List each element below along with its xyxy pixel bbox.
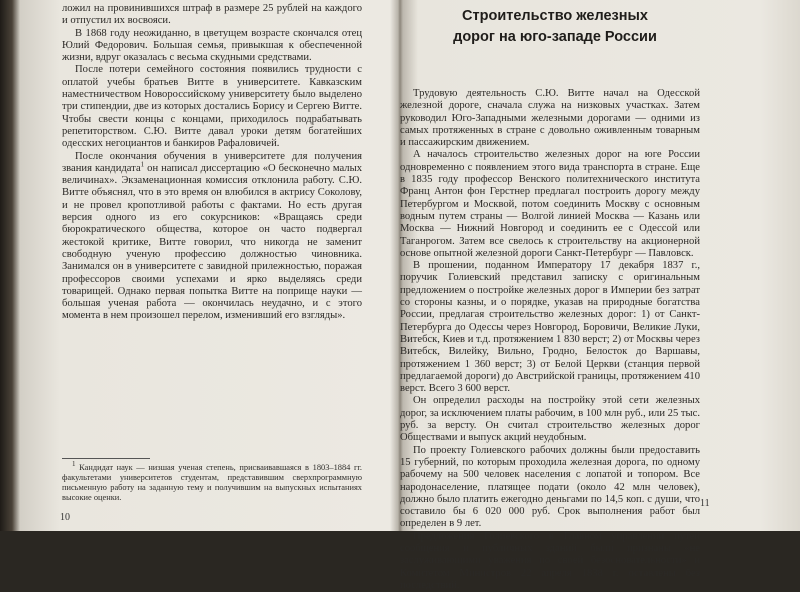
left-page	[52, 0, 366, 531]
right-paragraph-5: По проекту Голиевского рабочих должны были предоставить 15 губерний, по которым проходила железная дорога, по одному рабочему на 500 человек населения с лопатой и топором. Все народонаселение, платящее подати (около 42 млн человек), должно было платить ежегодно деньгами по 14,5 коп. с души, что составило бы 6 020 000 руб. Срок выполнения работ был определен в 9 лет.	[400, 444, 700, 530]
right-paragraph-4: Он определил расходы на постройку этой сети железных дорог, за исключением платы рабочим, в 100 млн руб., или 25 тыс. руб. за версту. Он считал строительство железных дорог Обществами и выпуск акций неудобным.	[400, 395, 700, 444]
left-paragraph-4	[62, 151, 362, 323]
footnote	[62, 460, 363, 503]
thumb-shadow	[0, 0, 20, 531]
footnote-marker: 1	[140, 160, 145, 169]
right-paragraph-2: А началось строительство железных дорог на юге России одновременно с появлением этого вида транспорта в стране. Еще в 1835 году профессор Венского политехнического института Франц Антон фон Герстнер предлагал построить дорогу между Петербургом и Москвой, потом соединить Москву с основным водным путем страны — Волгой линией Москва — Казань или Москва — Нижний Новгород и соединить ее с Одессой или Таганрогом. Затем все свелось к строительству на акционерной основе опытной железной дороги Санкт-Петербург — Павловск.	[400, 149, 700, 259]
right-paragraph-1: Трудовую деятельность С.Ю. Витте начал на Одесской железной дороге, сначала служа на низковых участках. Затем руководил Юго-Западными железными дорогами — одними из самых протяженных в стране с довольно оживленным товарным и пассажирским движением.	[400, 88, 700, 149]
left-paragraph-2: В 1868 году неожиданно, в цветущем возрасте скончался отец Юлий Федорович. Большая семья, привыкшая к обеспеченной жизни, вдруг оказалась с весьма скудными средствами.	[62, 27, 362, 64]
left-page-body	[62, 3, 362, 323]
left-paragraph-1: ложил на провинившихся штраф в размере 25 рублей на каждого и отпустил их восвояси.	[62, 3, 362, 27]
right-page-number: 11	[700, 498, 710, 509]
left-paragraph-4-rest: он написал диссертацию «О бесконечно малых величинах». Экзаменационная комиссия отклонила работу. С.Ю. Витте объяснял, что в это время он влюбился в актрису Соколову, и не провел кропотливой работы с фактами. Но есть другая версия одного из его сокурсников: «Вращаясь среди бюрократического общества, которое он часто подвергал жестокой критике, Витте говорил, что никогда не заменит свободную ученую профессию должностью чиновника. Занимался он в университете с завидной прилежностью, поражая профессоров своими успехами и ярко выделяясь среди товарищей. Однако первая попытка Витте на поприще науки — большая ученая работа — окончилась неудачно, и с этого момента в нем произошел перелом, изменивший его взгляды».	[62, 162, 362, 322]
footnote-body: Кандидат наук — низшая ученая степень, присваивавшаяся в 1803–1884 гг. факультетами университетов студентам, представившим сверхпрограммную письменную работу на заданную тему и получившим на выпускных испытаниях высокие оценки.	[62, 463, 363, 502]
footnote-number: 1	[72, 460, 76, 469]
right-page-body	[400, 88, 700, 592]
left-page-number: 10	[60, 512, 70, 523]
right-page	[400, 0, 740, 591]
left-paragraph-3: После потери семейного состояния появились трудности с оплатой учебы братьев Витте в университете. Кавказским наместничеством Новороссийскому университету было выделено три стипендии, две из которых достались Борису и Сергею Витте. Чтобы свести концы с концами, приходилось подрабатывать репетиторством. С.Ю. Витте давал уроки детям богатейших одесских негоциантов и банкиров Рафаловичей.	[62, 64, 362, 150]
footnote-text	[62, 460, 363, 503]
right-paragraph-3: В прошении, поданном Императору 17 декабря 1837 г., поручик Голиевский представил записку с оригинальным предложением о постройке железных дорог в Империи без затрат со стороны казны, и о порядке, указав на природные богатства России, предлагая строительство железных дорог: 1) от Санкт-Петербурга до Одессы через Новгород, Боровичи, Великие Луки, Витебск, Киев и т.д. протяжением 1 830 верст; 2) от Москвы через Витебск, Вилейку, Вильно, Гродно, Белосток до Варшавы, протяжением 1 360 верст; 3) от Белой Церкви (станция первой предлагаемой дороги) до Австрийской границы, протяжением 410 верст. Всего 3 600 верст.	[400, 260, 700, 395]
chapter-title: Строительство железных дорог на юго-западе России	[453, 8, 657, 45]
footnote-divider	[62, 458, 150, 459]
left-paragraph-4-start: После окончания обучения в университете для получения звания кандидата	[62, 150, 362, 174]
right-paragraph-6: Предложения Голиевского в Главном управлении путей сообщения и публичных зданий были признаны «не заслуживающими уважения по своей безосновательности» и Комитетом Министров 22 апреля 1838 г. оставлены без последствий.	[400, 530, 700, 591]
